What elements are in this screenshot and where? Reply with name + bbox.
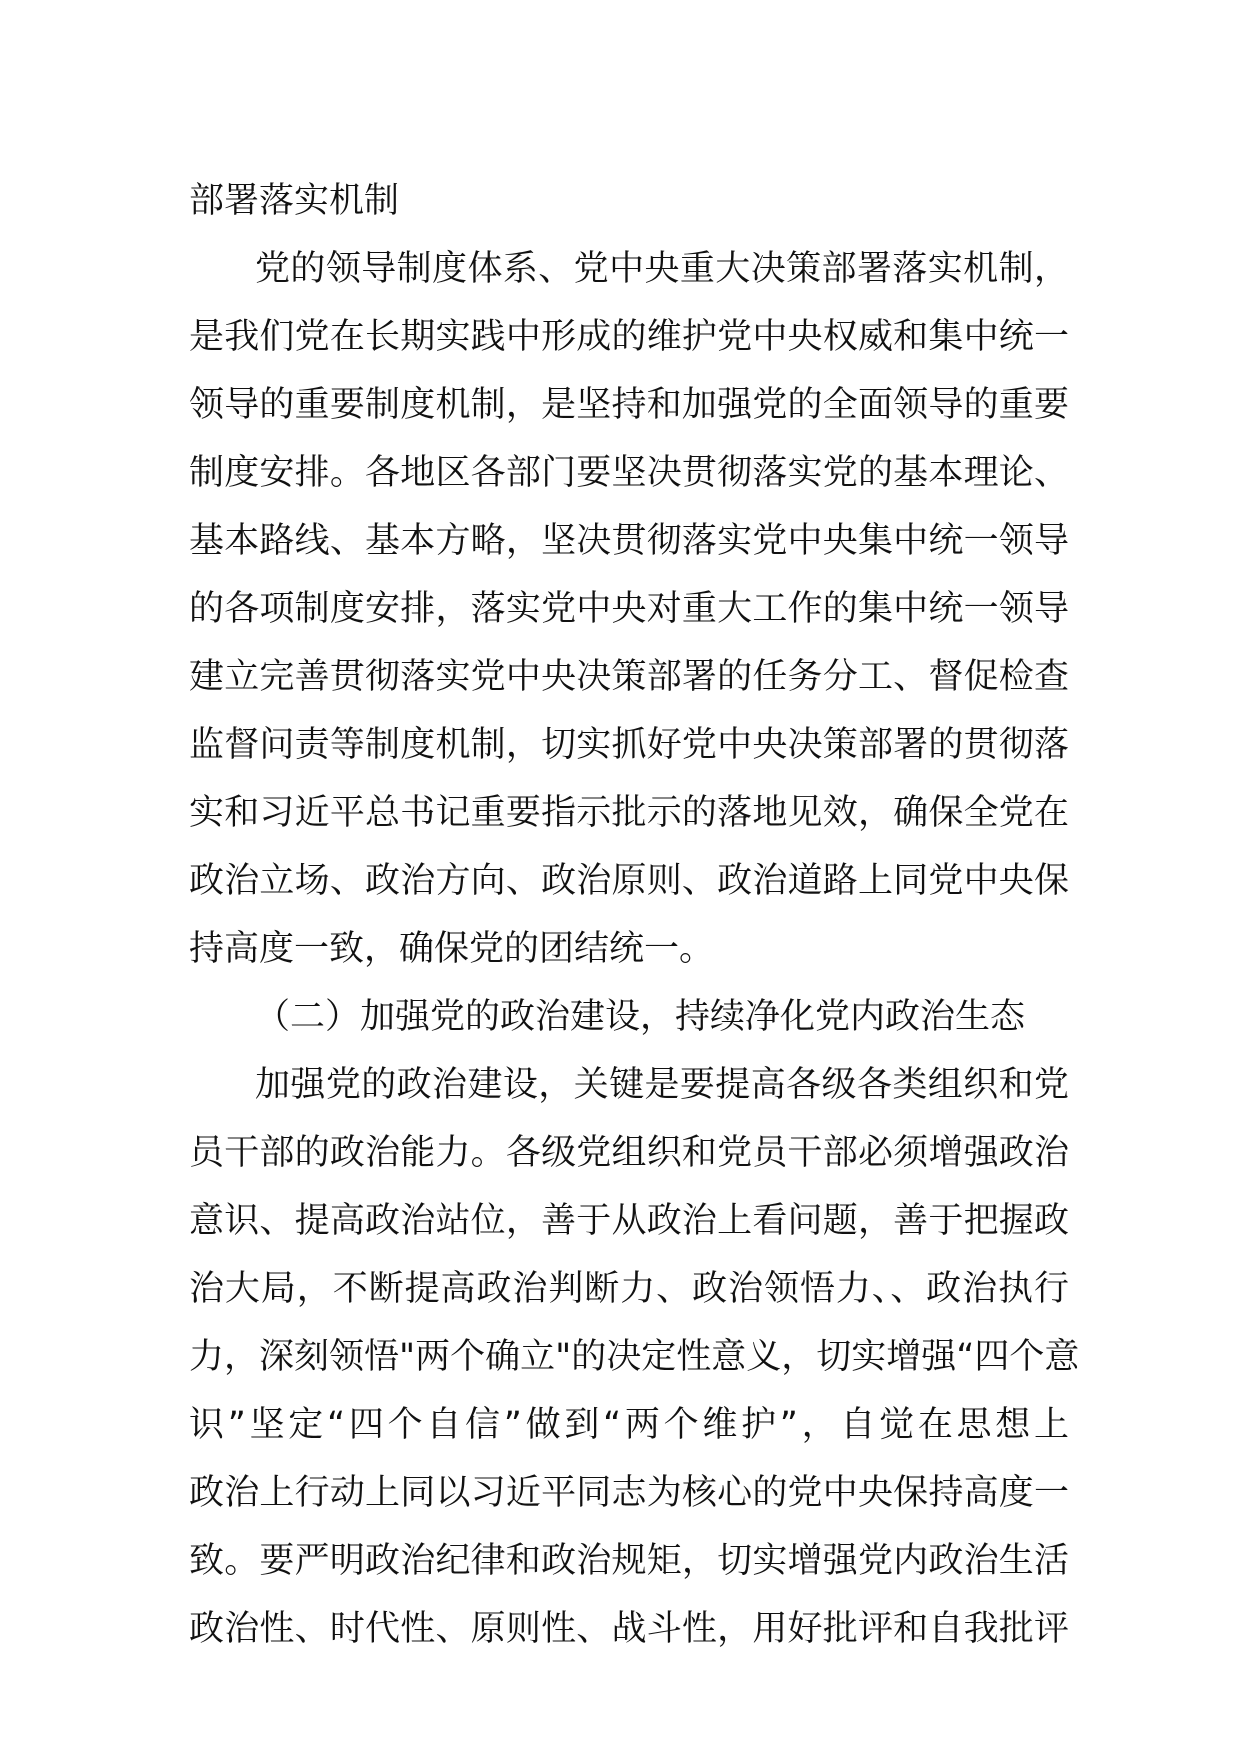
text-line: 识”坚定“四个自信”做到“两个维护”，自觉在思想上 (189, 1405, 1069, 1445)
text-line: 持高度一致，确保党的团结统一。 (189, 929, 715, 969)
section-heading: （二）加强党的政治建设，持续净化党内政治生态 (255, 997, 1026, 1037)
text-line: 致。要严明政治纪律和政治规矩，切实增强党内政治生活 (189, 1541, 1069, 1581)
text-line: 治大局，不断提高政治判断力、政治领悟力、、政治执行 (189, 1269, 1069, 1309)
text-line: 基本路线、基本方略，坚决贯彻落实党中央集中统一领导 (189, 521, 1069, 561)
text-line: 政治性、时代性、原则性、战斗性，用好批评和自我批评 (189, 1609, 1069, 1649)
text-line: 制度安排。各地区各部门要坚决贯彻落实党的基本理论、 (189, 453, 1069, 493)
paragraph-start-line: 加强党的政治建设，关键是要提高各级各类组织和党 (255, 1065, 1069, 1105)
document-body (189, 167, 1080, 1663)
text-line: 监督问责等制度机制，切实抓好党中央决策部署的贯彻落 (189, 725, 1069, 765)
text-line: 员干部的政治能力。各级党组织和党员干部必须增强政治 (189, 1133, 1069, 1173)
text-line: 力，深刻领悟"两个确立"的决定性意义，切实增强“四个意 (189, 1337, 1080, 1377)
text-line: 意识、提高政治站位，善于从政治上看问题，善于把握政 (189, 1201, 1069, 1241)
text-line: 建立完善贯彻落实党中央决策部署的任务分工、督促检查 (189, 657, 1069, 697)
text-line: 部署落实机制 (189, 181, 400, 221)
text-line: 是我们党在长期实践中形成的维护党中央权威和集中统一 (189, 317, 1069, 357)
text-line: 政治上行动上同以习近平同志为核心的党中央保持高度一 (189, 1473, 1069, 1513)
text-line: 领导的重要制度机制，是坚持和加强党的全面领导的重要 (189, 385, 1069, 425)
text-line: 实和习近平总书记重要指示批示的落地见效，确保全党在 (189, 793, 1069, 833)
text-line: 政治立场、政治方向、政治原则、政治道路上同党中央保 (189, 861, 1069, 901)
text-line: 的各项制度安排，落实党中央对重大工作的集中统一领导 (189, 589, 1069, 629)
paragraph-start-line: 党的领导制度体系、党中央重大决策部署落实机制， (255, 249, 1069, 289)
